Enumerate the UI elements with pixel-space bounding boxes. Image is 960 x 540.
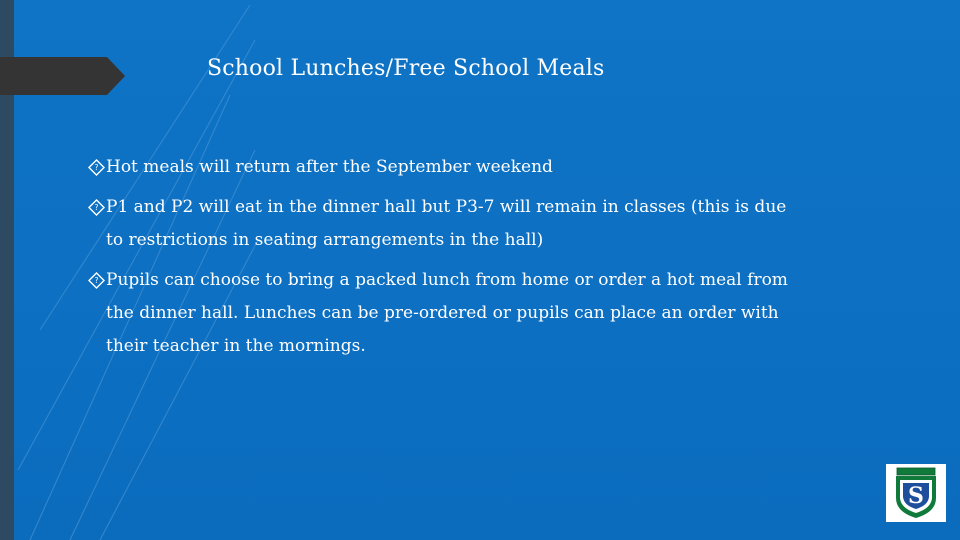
list-item <box>88 191 788 257</box>
bullet-text: Hot meals will return after the September weekend <box>106 157 553 177</box>
school-crest-icon <box>892 467 940 519</box>
bullet-text: Pupils can choose to bring a packed lunch from home or order a hot meal from the dinner hall. Lunches can be pre-ordered or pupils can place an order with their teacher in the mornings. <box>106 270 788 356</box>
list-item <box>88 264 788 363</box>
svg-text:?: ? <box>94 276 99 286</box>
school-logo <box>886 464 946 522</box>
diamond-question-icon <box>88 199 105 216</box>
bullet-list <box>88 151 788 370</box>
diamond-question-icon <box>88 272 105 289</box>
title-arrow-bar <box>0 57 125 95</box>
list-item <box>88 151 788 184</box>
diamond-question-icon <box>88 159 105 176</box>
bullet-text: P1 and P2 will eat in the dinner hall but P3-7 will remain in classes (this is due to restrictions in seating arrangements in the hall) <box>106 197 787 250</box>
svg-text:?: ? <box>94 163 99 173</box>
svg-text:?: ? <box>94 203 99 213</box>
svg-text:S: S <box>908 483 924 509</box>
slide-title: School Lunches/Free School Meals <box>207 56 605 81</box>
